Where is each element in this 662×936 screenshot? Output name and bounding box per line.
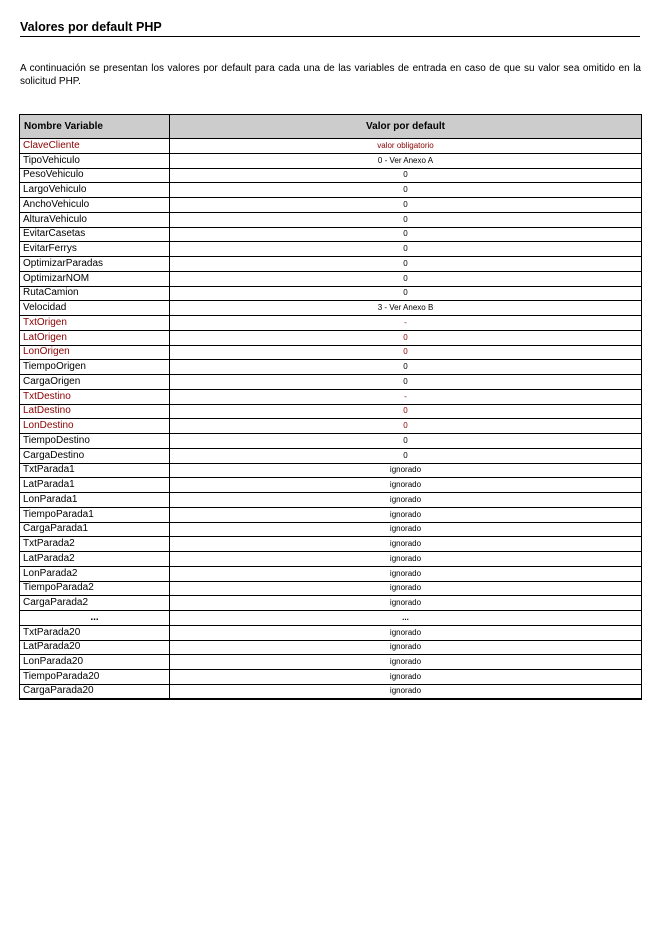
default-value-cell: ignorado [170, 537, 642, 552]
default-value-cell: 0 [170, 286, 642, 301]
table-row [20, 640, 642, 655]
default-value-cell: 0 [170, 198, 642, 213]
default-value-cell: 3 - Ver Anexo B [170, 301, 642, 316]
table-row [20, 375, 642, 390]
table-row [20, 566, 642, 581]
default-value-cell: ignorado [170, 566, 642, 581]
variable-name-cell: TxtDestino [20, 389, 170, 404]
default-value-cell: 0 [170, 257, 642, 272]
variable-name-cell: LonOrigen [20, 345, 170, 360]
table-row [20, 463, 642, 478]
default-value-cell: - [170, 316, 642, 331]
table-row [20, 242, 642, 257]
variable-name-cell: ... [20, 611, 170, 626]
variable-name-cell: LonParada20 [20, 655, 170, 670]
table-row [20, 507, 642, 522]
variable-name-cell: TiempoOrigen [20, 360, 170, 375]
table-row [20, 212, 642, 227]
table-row [20, 271, 642, 286]
table-row [20, 316, 642, 331]
column-header-name: Nombre Variable [20, 115, 170, 139]
default-value-cell: ignorado [170, 478, 642, 493]
default-value-cell: ignorado [170, 522, 642, 537]
default-value-cell: ignorado [170, 625, 642, 640]
default-value-cell: 0 [170, 271, 642, 286]
table-row [20, 360, 642, 375]
table-body [20, 139, 642, 700]
defaults-table [19, 114, 642, 700]
default-value-cell: 0 [170, 242, 642, 257]
default-value-cell: ignorado [170, 552, 642, 567]
table-row [20, 301, 642, 316]
default-value-cell: 0 [170, 227, 642, 242]
variable-name-cell: EvitarCasetas [20, 227, 170, 242]
table-row [20, 345, 642, 360]
default-value-cell: ignorado [170, 655, 642, 670]
table-row [20, 581, 642, 596]
table-row [20, 198, 642, 213]
table-row [20, 552, 642, 567]
table-row [20, 684, 642, 699]
table-row [20, 139, 642, 154]
variable-name-cell: CargaOrigen [20, 375, 170, 390]
variable-name-cell: LatDestino [20, 404, 170, 419]
variable-name-cell: PesoVehiculo [20, 168, 170, 183]
default-value-cell: 0 [170, 375, 642, 390]
table-row [20, 168, 642, 183]
default-value-cell: ignorado [170, 670, 642, 685]
variable-name-cell: LargoVehiculo [20, 183, 170, 198]
default-value-cell: 0 [170, 183, 642, 198]
default-value-cell: ignorado [170, 493, 642, 508]
default-value-cell: ... [170, 611, 642, 626]
table-row [20, 611, 642, 626]
table-row [20, 257, 642, 272]
variable-name-cell: OptimizarNOM [20, 271, 170, 286]
variable-name-cell: TxtOrigen [20, 316, 170, 331]
table-row [20, 478, 642, 493]
table-row [20, 330, 642, 345]
variable-name-cell: TiempoParada20 [20, 670, 170, 685]
defaults-table-container [19, 114, 641, 700]
table-row [20, 522, 642, 537]
default-value-cell: - [170, 389, 642, 404]
variable-name-cell: TipoVehiculo [20, 153, 170, 168]
variable-name-cell: CargaParada20 [20, 684, 170, 699]
variable-name-cell: AnchoVehiculo [20, 198, 170, 213]
variable-name-cell: TiempoParada2 [20, 581, 170, 596]
table-row [20, 286, 642, 301]
table-row [20, 404, 642, 419]
default-value-cell: 0 - Ver Anexo A [170, 153, 642, 168]
variable-name-cell: OptimizarParadas [20, 257, 170, 272]
variable-name-cell: TiempoDestino [20, 434, 170, 449]
table-row [20, 153, 642, 168]
default-value-cell: 0 [170, 345, 642, 360]
variable-name-cell: TxtParada1 [20, 463, 170, 478]
default-value-cell: ignorado [170, 596, 642, 611]
default-value-cell: ignorado [170, 507, 642, 522]
default-value-cell: valor obligatorio [170, 139, 642, 154]
default-value-cell: 0 [170, 168, 642, 183]
default-value-cell: 0 [170, 404, 642, 419]
default-value-cell: 0 [170, 448, 642, 463]
table-row [20, 655, 642, 670]
variable-name-cell: TxtParada2 [20, 537, 170, 552]
table-row [20, 493, 642, 508]
table-header-row [20, 115, 642, 139]
default-value-cell: 0 [170, 434, 642, 449]
default-value-cell: 0 [170, 419, 642, 434]
variable-name-cell: AlturaVehiculo [20, 212, 170, 227]
table-row [20, 596, 642, 611]
variable-name-cell: CargaDestino [20, 448, 170, 463]
variable-name-cell: LonParada2 [20, 566, 170, 581]
variable-name-cell: RutaCamion [20, 286, 170, 301]
default-value-cell: 0 [170, 330, 642, 345]
intro-paragraph: A continuación se presentan los valores por default para cada una de las variables de entrada en caso de que su valor sea omitido en la solicitud PHP. [20, 63, 641, 87]
table-row [20, 419, 642, 434]
table-row [20, 434, 642, 449]
variable-name-cell: ClaveCliente [20, 139, 170, 154]
variable-name-cell: LatParada1 [20, 478, 170, 493]
default-value-cell: 0 [170, 212, 642, 227]
variable-name-cell: Velocidad [20, 301, 170, 316]
variable-name-cell: TiempoParada1 [20, 507, 170, 522]
table-row [20, 670, 642, 685]
variable-name-cell: LatOrigen [20, 330, 170, 345]
variable-name-cell: EvitarFerrys [20, 242, 170, 257]
variable-name-cell: CargaParada1 [20, 522, 170, 537]
default-value-cell: ignorado [170, 463, 642, 478]
default-value-cell: ignorado [170, 581, 642, 596]
variable-name-cell: TxtParada20 [20, 625, 170, 640]
variable-name-cell: LatParada20 [20, 640, 170, 655]
table-row [20, 625, 642, 640]
default-value-cell: ignorado [170, 640, 642, 655]
variable-name-cell: CargaParada2 [20, 596, 170, 611]
column-header-value: Valor por default [170, 115, 642, 139]
table-row [20, 183, 642, 198]
variable-name-cell: LonParada1 [20, 493, 170, 508]
variable-name-cell: LonDestino [20, 419, 170, 434]
page-title: Valores por default PHP [20, 20, 640, 37]
default-value-cell: 0 [170, 360, 642, 375]
variable-name-cell: LatParada2 [20, 552, 170, 567]
default-value-cell: ignorado [170, 684, 642, 699]
table-row [20, 537, 642, 552]
table-row [20, 227, 642, 242]
table-row [20, 448, 642, 463]
table-row [20, 389, 642, 404]
